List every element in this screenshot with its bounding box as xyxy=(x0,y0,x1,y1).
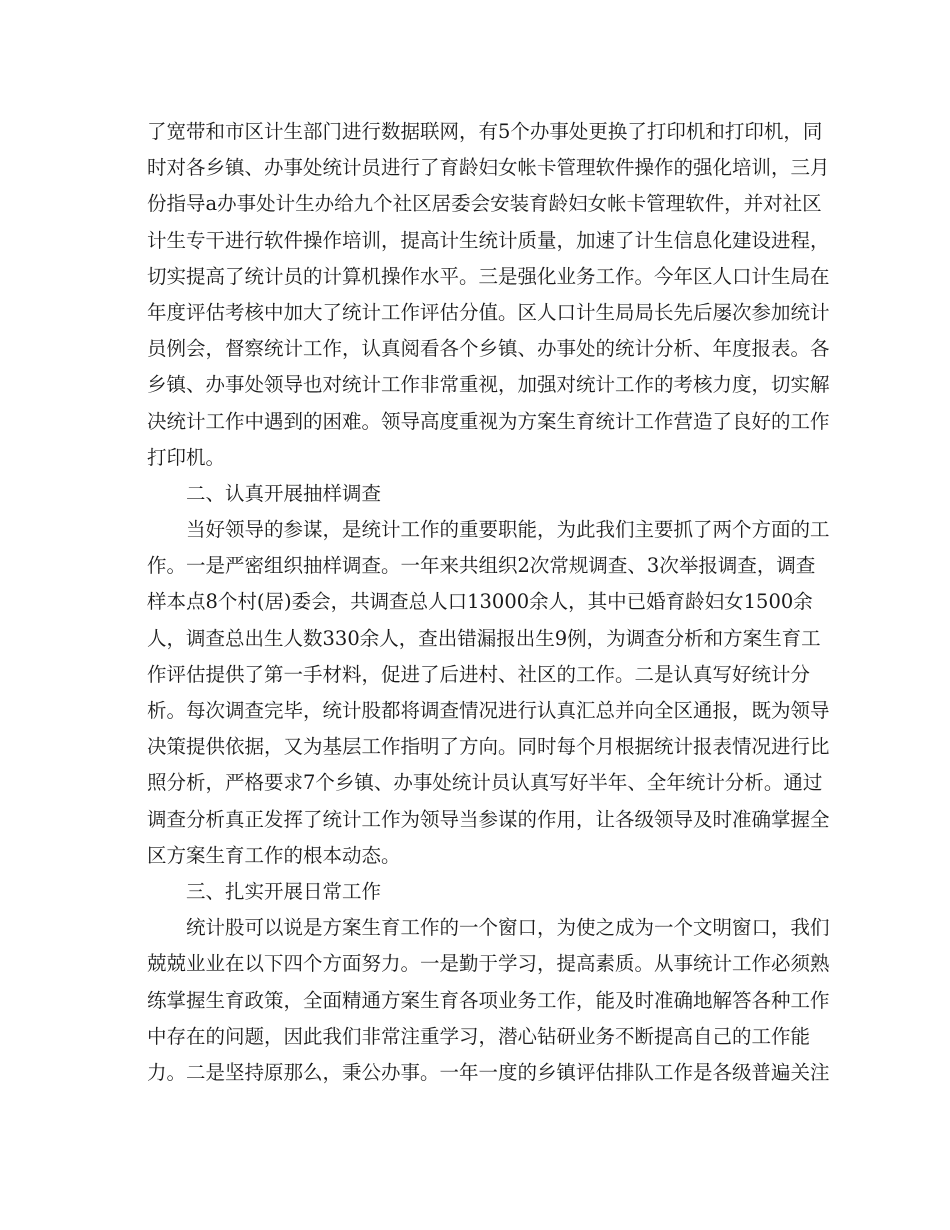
text-line: 乡镇、办事处领导也对统计工作非常重视，加强对统计工作的考核力度，切实解 xyxy=(147,373,830,397)
text-line: 员例会，督察统计工作，认真阅看各个乡镇、办事处的统计分析、年度报表。各 xyxy=(147,337,830,361)
text-line: 统计股可以说是方案生育工作的一个窗口，为使之成为一个文明窗口，我们 xyxy=(186,916,830,940)
text-line: 时对各乡镇、办事处统计员进行了育龄妇女帐卡管理软件操作的强化培训，三月 xyxy=(147,156,830,180)
text-line: 年度评估考核中加大了统计工作评估分值。区人口计生局局长先后屡次参加统计 xyxy=(147,300,830,324)
text-line: 样本点8个村(居)委会，共调查总人口13000余人，其中已婚育龄妇女1500余 xyxy=(147,590,813,614)
paragraph-daily-work xyxy=(147,910,830,1091)
text-line: 区方案生育工作的根本动态。 xyxy=(147,843,401,867)
text-line: 练掌握生育政策，全面精通方案生育各项业务工作，能及时准确地解答各种工作 xyxy=(147,988,830,1012)
text-line: 中存在的问题，因此我们非常注重学习，潜心钻研业务不断提高自己的工作能 xyxy=(147,1024,811,1048)
text-line: 力。二是坚持原那么，秉公办事。一年一度的乡镇评估排队工作是各级普遍关注 xyxy=(147,1060,830,1084)
text-line: 作评估提供了第一手材料，促进了后进村、社区的工作。二是认真写好统计分 xyxy=(147,662,811,686)
text-line: 析。每次调查完毕，统计股都将调查情况进行认真汇总并向全区通报，既为领导 xyxy=(147,699,830,722)
text-line: 份指导a办事处计生办给九个社区居委会安装育龄妇女帐卡管理软件，并对社区 xyxy=(147,192,822,216)
text-line: 照分析，严格要求7个乡镇、办事处统计员认真写好半年、全年统计分析。通过 xyxy=(147,771,823,795)
text-line: 当好领导的参谋，是统计工作的重要职能，为此我们主要抓了两个方面的工 xyxy=(186,518,830,542)
section-heading-survey: 二、认真开展抽样调查 xyxy=(186,481,382,505)
document-body xyxy=(147,114,830,1091)
paragraph-continuation xyxy=(147,114,830,476)
text-line: 调查分析真正发挥了统计工作为领导当参谋的作用，让各级领导及时准确掌握全 xyxy=(147,807,830,831)
text-line: 决统计工作中遇到的困难。领导高度重视为方案生育统计工作营造了良好的工作 xyxy=(147,409,830,433)
text-line: 人，调查总出生人数330余人，查出错漏报出生9例，为调查分析和方案生育工 xyxy=(147,626,821,650)
text-line: 决策提供依据，又为基层工作指明了方向。同时每个月根据统计报表情况进行比 xyxy=(147,735,830,759)
text-line: 作。一是严密组织抽样调查。一年来共组织2次常规调查、3次举报调查，调查 xyxy=(147,554,816,578)
text-line: 打印机。 xyxy=(147,445,226,469)
paragraph-survey xyxy=(147,512,830,874)
text-line: 兢兢业业在以下四个方面努力。一是勤于学习，提高素质。从事统计工作必须熟 xyxy=(147,952,830,976)
text-line: 计生专干进行软件操作培训，提高计生统计质量，加速了计生信息化建设进程， xyxy=(147,228,830,252)
text-line: 切实提高了统计员的计算机操作水平。三是强化业务工作。今年区人口计生局在 xyxy=(147,264,830,288)
text-line: 了宽带和市区计生部门进行数据联网，有5个办事处更换了打印机和打印机，同 xyxy=(147,120,823,143)
section-heading-daily-work: 三、扎实开展日常工作 xyxy=(186,879,382,903)
